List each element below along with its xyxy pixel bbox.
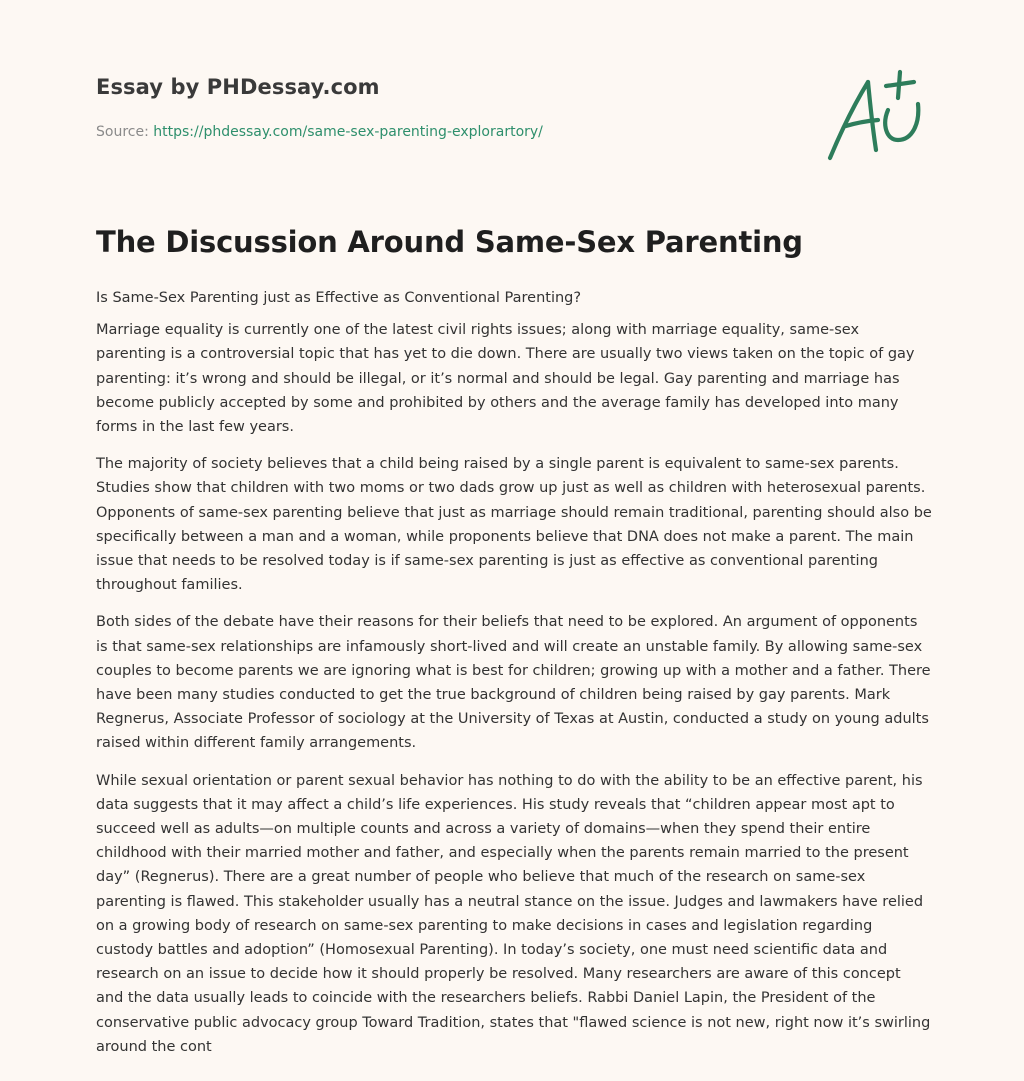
a-plus-logo-icon xyxy=(822,68,928,166)
essay-title: The Discussion Around Same-Sex Parenting xyxy=(96,225,803,259)
essay-subtitle: Is Same-Sex Parenting just as Effective as Conventional Parenting? xyxy=(96,290,582,306)
essay-body xyxy=(96,286,932,1072)
essay-paragraph: The majority of society believes that a child being raised by a single parent is equivalent to same-sex parents. Studies show that children with two moms or two dads grow up just as well as children with heterosexual parents. Opponents of same-sex parenting believe that just as marriage should remain traditional, parenting should also be specifically between a man and a woman, while proponents believe that DNA does not make a parent. The main issue that needs to be resolved today is if same-sex parenting is just as effective as conventional parenting throughout families. xyxy=(96,456,932,594)
source-line xyxy=(96,124,543,140)
source-link[interactable]: https://phdessay.com/same-sex-parenting-explorartory/ xyxy=(153,124,543,140)
essay-paragraph: While sexual orientation or parent sexual behavior has nothing to do with the ability to be an effective parent, his data suggests that it may affect a child’s life experiences. His study reveals that “children appear most apt to succeed well as adults—on multiple counts and across a variety of domains—when they spend their entire childhood with their married mother and father, and especially when the parents remain married to the present day” (Regnerus). There are a great number of people who believe that much of the research on same-sex parenting is flawed. This stakeholder usually has a neutral stance on the issue. Judges and lawmakers have relied on a growing body of research on same-sex parenting to make decisions in cases and legislation regarding custody battles and adoption” (Homosexual Parenting). In today’s society, one must need scientific data and research on an issue to decide how it should properly be resolved. Many researchers are aware of this concept and the data usually leads to coincide with the researchers beliefs. Rabbi Daniel Lapin, the President of the conservative public advocacy group Toward Tradition, states that "flawed science is not new, right now it’s swirling around the cont xyxy=(96,772,931,1055)
site-brand: Essay by PHDessay.com xyxy=(96,75,380,99)
source-label: Source: xyxy=(96,124,154,140)
essay-paragraph: Marriage equality is currently one of the latest civil rights issues; along with marriage equality, same-sex parenting is a controversial topic that has yet to die down. There are usually two views taken on the topic of gay parenting: it’s wrong and should be illegal, or it’s normal and should be legal. Gay parenting and marriage has become publicly accepted by some and prohibited by others and the average family has developed into many forms in the last few years. xyxy=(96,322,915,436)
essay-paragraph: Both sides of the debate have their reasons for their beliefs that need to be explored. An argument of opponents is that same-sex relationships are infamously short-lived and will create an unstable family. By allowing same-sex couples to become parents we are ignoring what is best for children; growing up with a mother and a father. There have been many studies conducted to get the true background of children being raised by gay parents. Mark Regnerus, Associate Professor of sociology at the University of Texas at Austin, conducted a study on young adults raised within different family arrangements. xyxy=(96,614,931,752)
